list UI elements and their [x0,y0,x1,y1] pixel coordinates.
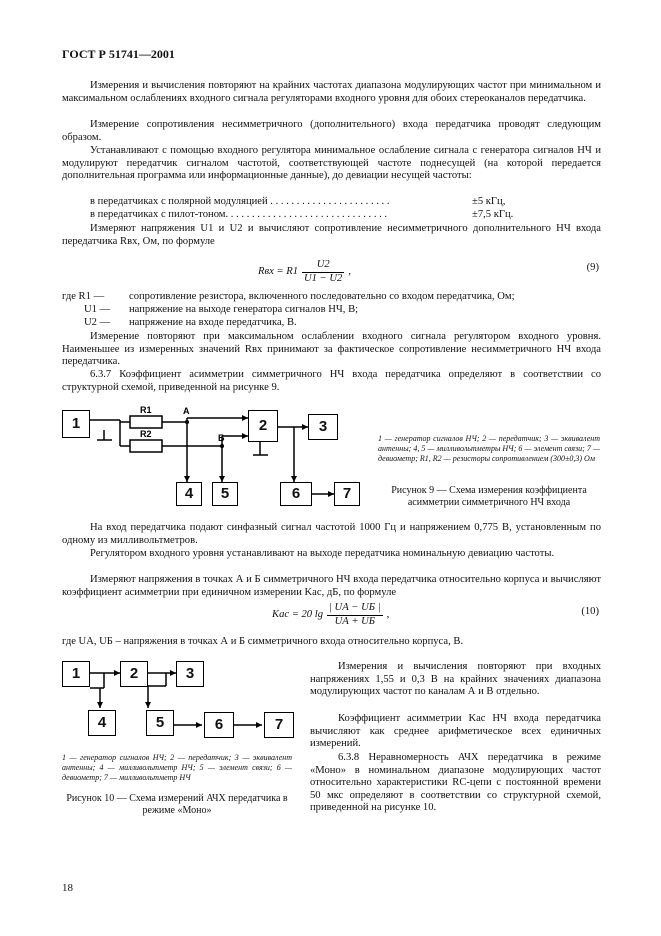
formula-10 [272,602,389,628]
formula-9-number: (9) [586,262,599,273]
document-header: ГОСТ Р 51741—2001 [62,47,175,61]
paragraph-10: где UА, UБ – напряжения в точках А и Б симметричного входа относительно корпуса, В. [62,636,464,647]
figure-9-caption: Рисунок 9 — Схема измерения коэффициента асимметрии симметричного НЧ входа [391,485,587,508]
paragraph-1: Измерения и вычисления повторяют на крайних частотах диапазона модулирующих частот при минимальном и максимальном ослаблениях входного сигнала регуляторами входного уровня для обоих стереоканалов передатчика. [62,80,601,104]
formula-10-denominator: UА + UБ [334,615,376,627]
paragraph-3: Устанавливают с помощью входного регулятора минимальное ослабление сигнала с генератора сигналов НЧ и модулируют передатчик сигналом частотой, соответствующей частоте поднесущей (на которой передается дополнительная программа или информационные данные), до девиации несущей частоты: [62,145,601,182]
right-paragraph-3: 6.3.8 Неравномерность АЧХ передатчика в режиме «Моно» в номинальном диапазоне модулирующих частот относительно характеристики RC-цепи с постоянной времени 50 мкс определяют в соответствии со структурной схемой, приведенной на рисунке 10. [310,752,601,814]
fig10-box-2: 2 [120,661,148,687]
figure-10-legend: 1 — генератор сигналов НЧ; 2 — передатчик; 3 — эквивалент антенны; 4 — милливольтметр НЧ; 5 — элемент связи; 6 — девиометр; 7 — милливольтметр НЧ [62,753,292,782]
fig10-box-4: 4 [88,710,116,736]
page-number: 18 [62,882,73,894]
label-a: А [183,406,190,416]
where-3-text: напряжение на входе передатчика, В. [129,317,297,328]
where-1-symbol: где R1 — [62,291,105,302]
formula-10-fraction [327,602,383,628]
formula-9-tail: , [348,265,351,277]
formula-9-denominator: U1 − U2 [304,272,343,284]
paragraph-4: Измеряют напряжения U1 и U2 и вычисляют сопротивление несимметричного дополнительного НЧ входа передатчика Rвх, Ом, по формуле [62,223,601,247]
fig9-box-2: 2 [248,410,278,442]
formula-9-numerator: U2 [302,259,344,273]
deviation-value-pilot: ±7,5 кГц. [472,209,514,220]
right-paragraph-1: Измерения и вычисления повторяют при входных напряжениях 1,55 и 0,3 В на крайних значениях диапазона модулирующих частот по каналам А и В отдельно. [310,661,601,698]
figure-9-legend: 1 — генератор сигналов НЧ; 2 — передатчик; 3 — эквивалент антенны; 4, 5 — милливольтметры НЧ; 6 — элемент связи; 7 — девиометр; R1, R2 — резисторы сопротивлением (300±0,3) Ом [378,434,600,463]
figure-10-caption: Рисунок 10 — Схема измерений АЧХ передатчика в режиме «Моно» [66,793,288,816]
formula-10-number: (10) [581,606,599,617]
label-b: Б [218,433,225,443]
where-1-text: сопротивление резистора, включенного последовательно со входом передатчика, Ом; [129,291,515,302]
label-r1: R1 [140,405,152,415]
where-2-text: напряжение на выходе генератора сигналов НЧ, В; [129,304,359,315]
where-3-symbol: U2 — [84,317,111,328]
formula-10-tail: , [386,608,390,620]
formula-9-lhs: Rвх = R1 [258,265,298,277]
right-paragraph-2: Коэффициент асимметрии Kас НЧ входа передатчика вычисляют как среднее арифметическое всех единичных измерений. [310,713,601,750]
paragraph-7: На вход передатчика подают синфазный сигнал частотой 1000 Гц и напряжением 0,775 В, установленным по одному из милливольтметров. [62,522,601,546]
fig9-box-5: 5 [212,482,238,506]
formula-9-fraction [302,259,344,285]
formula-10-lhs: Kас = 20 lg [272,608,323,620]
paragraph-5: Измерение повторяют при максимальном ослаблении входного сигнала регулятором входного уровня. Наименьшее из измеренных значений Rвх принимают за фактическое сопротивление несимметричного НЧ входа передатчика. [62,331,601,368]
paragraph-6: 6.3.7 Коэффициент асимметрии симметричного НЧ входа передатчика определяют в соответствии со структурной схемой, приведенной на рисунке 9. [62,369,601,393]
paragraph-9: Измеряют напряжения в точках А и Б симметричного НЧ входа передатчика относительно корпуса и вычисляют коэффициент асимметрии при единичном измерении Kас, дБ, по формуле [62,574,601,598]
formula-9 [258,259,351,285]
deviation-row-polar: в передатчиках с полярной модуляцией . . . . . . . . . . . . . . . . . . . . . . . [90,196,390,207]
where-2-symbol: U1 — [84,304,111,315]
fig10-box-5: 5 [146,710,174,736]
fig10-box-1: 1 [62,661,90,687]
paragraph-2: Измерение сопротивления несимметричного (дополнительного) входа передатчика проводят следующим образом. [62,119,601,143]
formula-10-numerator: | UА − UБ | [327,602,383,616]
fig9-box-7: 7 [334,482,360,506]
fig10-box-6: 6 [204,712,234,738]
fig10-box-7: 7 [264,712,294,738]
label-r2: R2 [140,429,152,439]
deviation-value-polar: ±5 кГц, [472,196,506,207]
fig10-box-3: 3 [176,661,204,687]
fig9-box-6: 6 [280,482,312,506]
paragraph-8: Регулятором входного уровня устанавливают на выходе передатчика номинальную девиацию частоты. [90,548,555,559]
fig9-box-3: 3 [308,414,338,440]
deviation-row-pilot: в передатчиках с пилот-тоном. . . . . . . . . . . . . . . . . . . . . . . . . . . . . . . [90,209,388,220]
fig9-box-4: 4 [176,482,202,506]
fig9-box-1: 1 [62,410,90,438]
